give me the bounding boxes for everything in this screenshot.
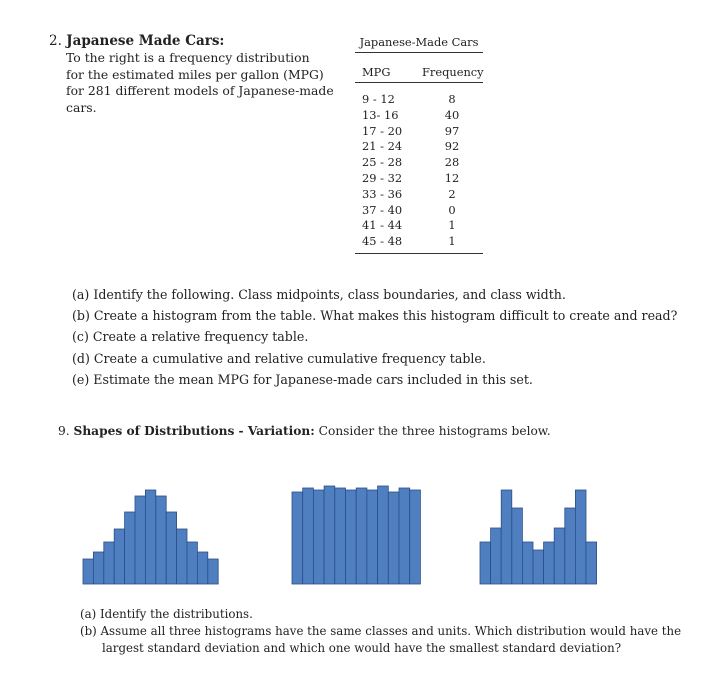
histogram-bar [145,490,155,584]
frequency-cell: 8 [448,92,456,106]
histogram-bar [356,488,367,584]
problem-2-questions [72,284,677,390]
table-body [355,83,483,254]
histogram-bar [114,529,124,584]
histogram-bar [335,488,346,584]
histogram-3 [480,490,597,584]
table-row [355,203,483,219]
histogram-bar [346,490,357,584]
frequency-cell: 40 [444,107,460,122]
problem-9-number: 9. [58,424,70,438]
histogram-bar [292,492,303,584]
histogram-bar [208,559,218,584]
histogram-bar [544,542,555,584]
table-header-row [355,56,483,83]
table-row [355,92,483,108]
question-a: (a) Identify the following. Class midpoints, class boundaries, and class width. [72,287,566,302]
frequency-table [355,35,483,254]
intro-line: cars. [66,99,97,115]
frequency-cell: 0 [448,202,456,217]
problem-2-title: Japanese Made Cars: [66,33,225,49]
problem-9-heading [58,424,551,438]
table-row [355,139,483,155]
histogram-bar [491,528,502,584]
histogram-bar [501,490,512,584]
question-d: (d) Create a cumulative and relative cumulative frequency table. [72,350,486,366]
problem-2-heading [49,33,224,49]
histogram-bar [83,559,93,584]
frequency-cell: 1 [448,218,456,233]
table-row [355,234,483,250]
table-row [355,218,483,234]
histogram-figures [0,470,711,590]
histogram-bar [399,488,410,584]
histogram-bar [378,486,389,584]
problem-9-title: Shapes of Distributions - Variation: [73,424,315,438]
histogram-bar [197,552,207,584]
histogram-bar [522,542,533,584]
frequency-cell: 92 [444,139,460,154]
histogram-2 [292,486,420,584]
intro-line: for 281 different models of Japanese-made [66,83,334,99]
intro-line: for the estimated miles per gallon (MPG) [66,66,324,82]
mpg-cell: 9 - 12 [362,92,395,106]
histogram-bar [554,528,565,584]
histogram-bar [480,542,491,584]
frequency-cell: 2 [448,186,456,201]
table-row [355,155,483,171]
histogram-bar [313,490,324,584]
histogram-bar [367,490,378,584]
problem-9-questions [80,606,681,657]
histogram-bar [533,550,544,584]
question-9b: (b) Assume all three histograms have the same classes and units. Which distribution would have the [80,624,682,638]
histogram-bar [135,496,145,584]
intro-line: To the right is a frequency distribution [66,50,310,65]
histogram-bar [410,490,421,584]
header-mpg: MPG [362,65,391,79]
mpg-cell: 33 - 36 [362,186,403,201]
histogram-bar [512,508,523,584]
histogram-bar [156,496,166,584]
histogram-bar [324,486,335,584]
histogram-bar [125,512,135,584]
problem-2-intro [66,50,334,116]
histogram-bar [104,542,114,584]
frequency-cell: 97 [444,123,460,138]
histogram-bar [565,508,576,584]
question-9a: (a) Identify the distributions. [80,607,253,621]
histogram-bar [388,492,399,584]
problem-2-number: 2. [49,33,62,49]
table-caption: Japanese-Made Cars [355,35,483,53]
table-row [355,108,483,124]
frequency-cell: 1 [448,234,456,249]
histogram-bar [177,529,187,584]
table-row [355,124,483,140]
histogram-bar [586,542,597,584]
table-row [355,187,483,203]
mpg-cell: 21 - 24 [362,139,403,154]
histogram-bar [93,552,103,584]
mpg-cell: 45 - 48 [362,234,403,249]
question-b: (b) Create a histogram from the table. What makes this histogram difficult to create and read? [72,308,678,324]
mpg-cell: 41 - 44 [362,218,403,233]
question-9b-continued: largest standard deviation and which one would have the smallest standard deviation? [102,641,622,655]
mpg-cell: 37 - 40 [362,202,403,217]
mpg-cell: 17 - 20 [362,123,403,138]
problem-9-text: Consider the three histograms below. [318,424,551,438]
frequency-cell: 28 [444,155,460,170]
header-frequency: Frequency [422,65,484,79]
histogram-bar [575,490,586,584]
table-row [355,171,483,187]
histogram-bar [303,488,314,584]
histogram-bar [187,542,197,584]
mpg-cell: 25 - 28 [362,155,403,170]
histogram-bar [166,512,176,584]
question-e: (e) Estimate the mean MPG for Japanese-made cars included in this set. [72,371,533,387]
frequency-cell: 12 [444,170,460,185]
mpg-cell: 29 - 32 [362,170,403,185]
question-c: (c) Create a relative frequency table. [72,329,309,345]
mpg-cell: 13- 16 [362,107,399,122]
histogram-1 [83,490,218,584]
